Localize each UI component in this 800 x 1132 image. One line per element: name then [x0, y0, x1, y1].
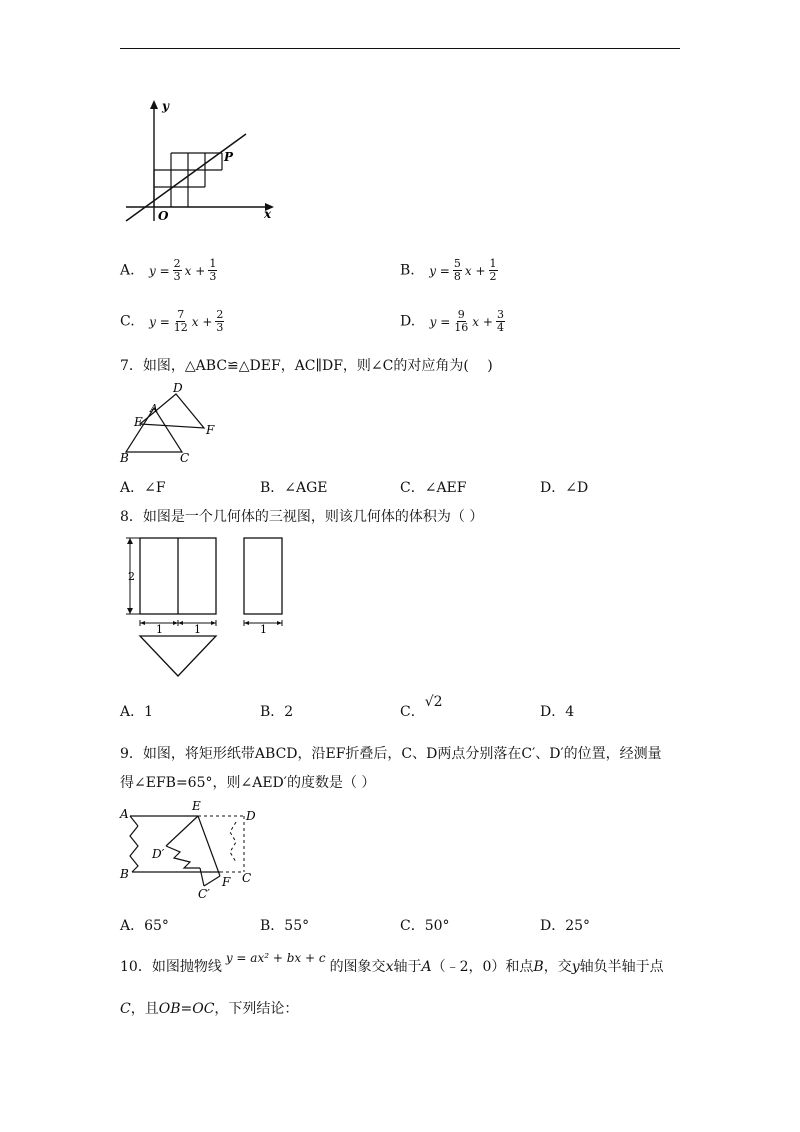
q10-stem-line1: 10．如图抛物线y = ax² + bx + c的图象交x轴于A（﹣2，0）和点B，交y轴负半轴于点 [120, 951, 664, 975]
q7-label-f: F [206, 423, 215, 437]
q9-label-c: C [242, 871, 252, 885]
q6-b-slope: $\frac{5}{8}$ [453, 257, 461, 283]
q6-option-b[interactable]: B. y = $\frac{5}{8}$ x + $\frac{1}{2}$ [400, 257, 497, 283]
q6-x-label: x [264, 207, 272, 221]
q6-y-label: y [162, 99, 169, 113]
q7-figure [118, 380, 228, 466]
q6-option-a[interactable]: A. y = $\frac{2}{3}$ x + $\frac{1}{3}$ [120, 257, 217, 283]
q6-b-intercept: $\frac{1}{2}$ [489, 257, 497, 283]
q9-label-b: B [120, 867, 129, 881]
q8-stem: 8．如图是一个几何体的三视图，则该几何体的体积为（ ） [120, 509, 484, 525]
q6-figure [118, 96, 283, 226]
q6-option-c-label: C. [120, 313, 135, 330]
q7-option-c[interactable]: C．∠AEF [400, 480, 467, 496]
q7-label-e: E [134, 415, 143, 429]
q6-c-intercept: $\frac{2}{3}$ [216, 308, 224, 334]
q8-figure [118, 530, 298, 682]
q6-option-d-label: D. [400, 313, 416, 330]
q10-formula: y = ax² + bx + c [225, 951, 326, 965]
q9-stem-line2: 得∠EFB=65°，则∠AED′的度数是（ ） [120, 775, 376, 791]
q8-width3-label: 1 [260, 623, 267, 636]
q7-option-b[interactable]: B．∠AGE [260, 480, 328, 496]
q8-width1-label: 1 [156, 623, 163, 636]
q9-option-c[interactable]: C．50° [400, 918, 450, 934]
q8-option-c[interactable]: C．√2 [400, 694, 443, 720]
q9-label-c-prime: C′ [198, 887, 210, 900]
q6-option-c[interactable]: C. y = $\frac{7}{12}$ x + $\frac{2}{3}$ [120, 308, 224, 334]
q7-option-d[interactable]: D．∠D [540, 480, 589, 496]
q9-label-d: D [246, 809, 256, 823]
header-rule [120, 48, 680, 49]
q9-figure [118, 798, 268, 900]
q6-a-intercept: $\frac{1}{3}$ [209, 257, 217, 283]
q9-stem-line1: 9．如图，将矩形纸带ABCD，沿EF折叠后，C、D两点分别落在C′、D′的位置，经测量 [120, 746, 662, 762]
q7-label-a: A [150, 402, 158, 415]
q6-a-slope: $\frac{2}{3}$ [173, 257, 181, 283]
q6-d-intercept: $\frac{3}{4}$ [496, 308, 504, 334]
q6-c-slope: $\frac{7}{12}$ [173, 308, 188, 334]
q6-origin-label: O [158, 209, 169, 223]
q6-option-b-label: B. [400, 262, 415, 279]
q6-point-label: P [224, 150, 234, 164]
q8-option-d[interactable]: D．4 [540, 704, 575, 720]
q7-option-a[interactable]: A．∠F [120, 480, 166, 496]
q8-width2-label: 1 [194, 623, 201, 636]
q8-height-label: 2 [128, 570, 135, 583]
q7-stem: 7．如图，△ABC≌△DEF，AC∥DF，则∠C的对应角为( ) [120, 358, 493, 374]
q9-option-a[interactable]: A．65° [120, 918, 169, 934]
q9-label-a: A [120, 807, 129, 821]
q6-option-d[interactable]: D. y = $\frac{9}{16}$ x + $\frac{3}{4}$ [400, 308, 504, 334]
q7-label-c: C [180, 451, 190, 465]
q6-d-slope: $\frac{9}{16}$ [454, 308, 469, 334]
q10-stem-line2: C，且OB=OC，下列结论： [120, 1001, 299, 1017]
q9-option-d[interactable]: D．25° [540, 918, 591, 934]
q9-option-b[interactable]: B．55° [260, 918, 310, 934]
q8-option-a[interactable]: A．1 [120, 704, 154, 720]
q6-a-lhs: y = [149, 263, 170, 278]
q8-option-b[interactable]: B．2 [260, 704, 294, 720]
q6-option-a-label: A. [120, 262, 135, 279]
q9-label-f: F [222, 875, 231, 889]
q7-label-b: B [120, 451, 129, 465]
q9-label-e: E [192, 799, 201, 813]
q9-label-d-prime: D′ [152, 847, 165, 861]
q7-label-d: D [173, 381, 183, 395]
